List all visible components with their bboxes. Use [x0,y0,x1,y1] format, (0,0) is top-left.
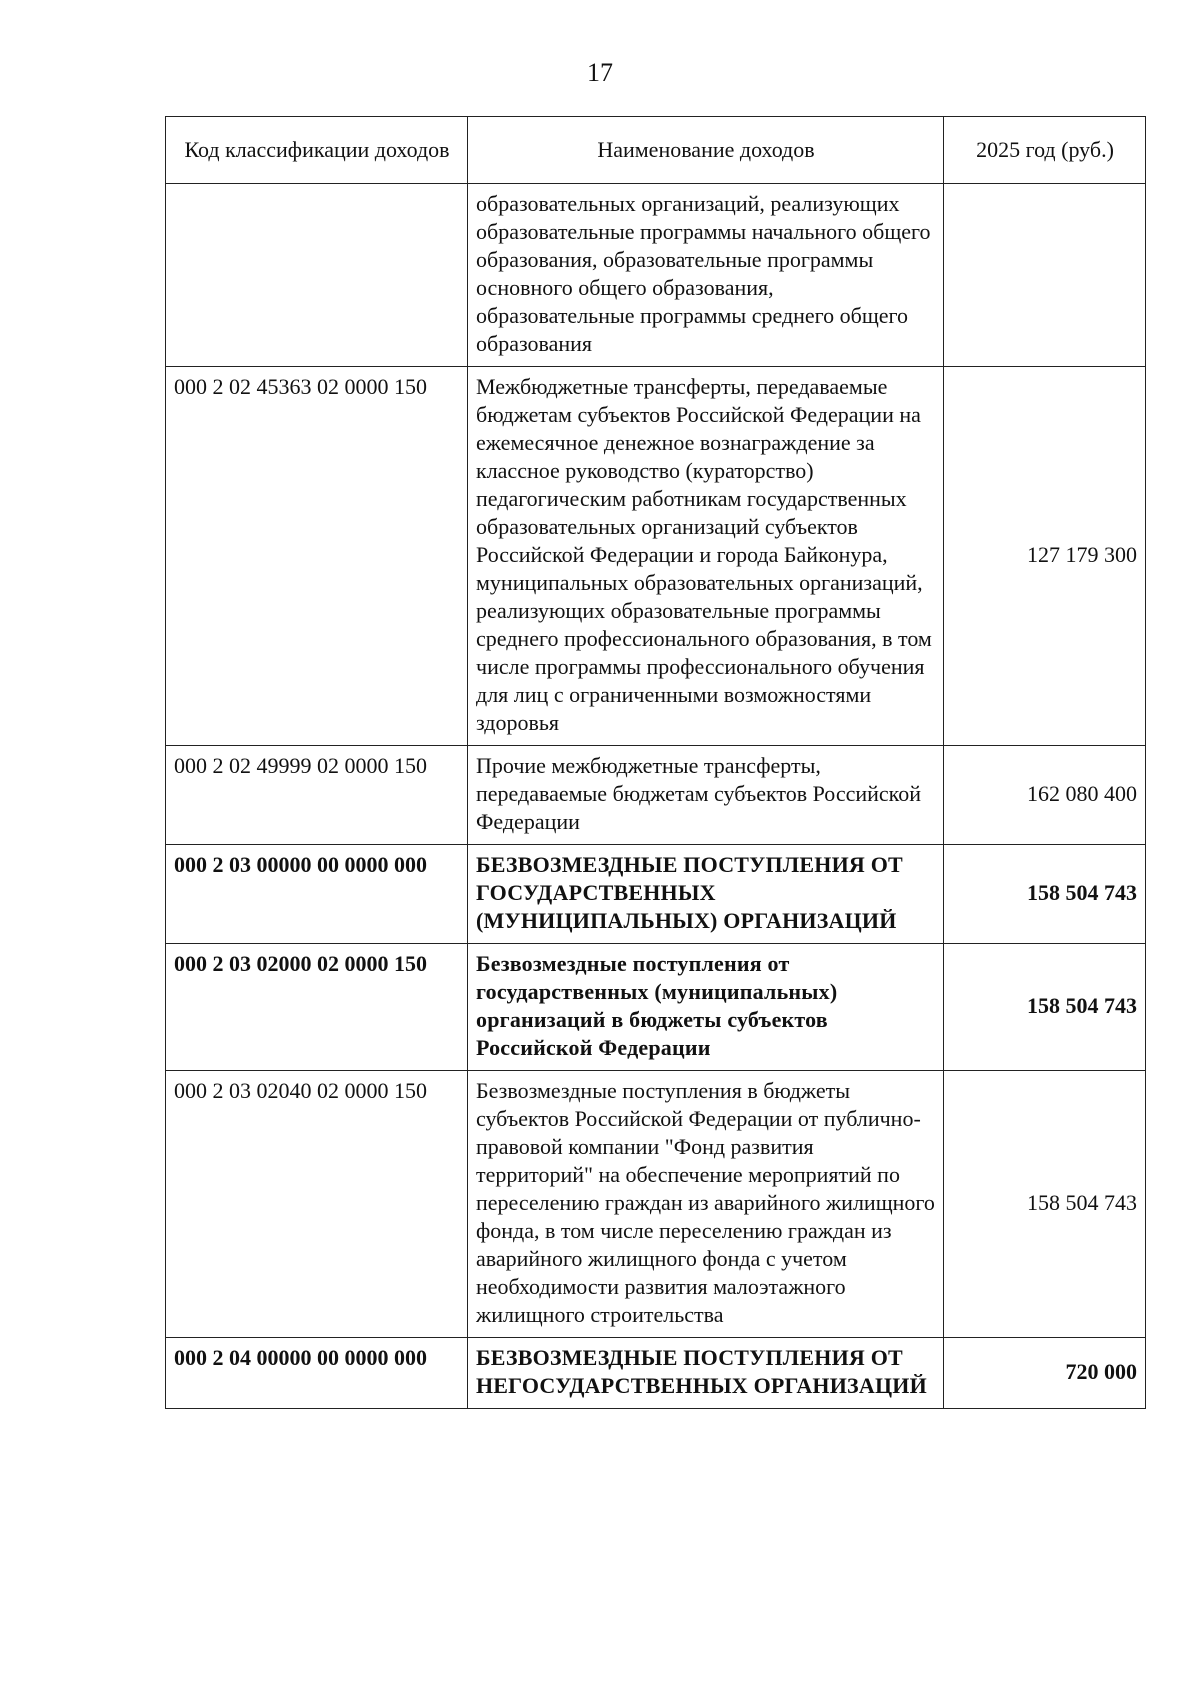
row-amount: 162 080 400 [944,746,1146,845]
table-row [166,944,1146,1071]
row-amount: 158 504 743 [944,944,1146,1071]
row-code: 000 2 03 02000 02 0000 150 [166,944,468,1071]
table-row [166,1071,1146,1338]
row-code: 000 2 02 45363 02 0000 150 [166,367,468,746]
row-code: 000 2 02 49999 02 0000 150 [166,746,468,845]
table-row [166,746,1146,845]
row-name: Прочие межбюджетные трансферты, передаваемые бюджетам субъектов Российской Федерации [468,746,944,845]
row-name: БЕЗВОЗМЕЗДНЫЕ ПОСТУПЛЕНИЯ ОТ ГОСУДАРСТВЕННЫХ (МУНИЦИПАЛЬНЫХ) ОРГАНИЗАЦИЙ [468,845,944,944]
row-code: 000 2 04 00000 00 0000 000 [166,1338,468,1409]
row-code: 000 2 03 02040 02 0000 150 [166,1071,468,1338]
page-number: 17 [587,58,613,87]
table-row [166,184,1146,367]
revenue-table [165,116,1146,1409]
row-name: БЕЗВОЗМЕЗДНЫЕ ПОСТУПЛЕНИЯ ОТ НЕГОСУДАРСТВЕННЫХ ОРГАНИЗАЦИЙ [468,1338,944,1409]
table-row [166,845,1146,944]
table-header-row [166,117,1146,184]
table-row [166,367,1146,746]
header-code: Код классификации доходов [166,117,468,184]
row-name: образовательных организаций, реализующих образовательные программы начального общего образования, образовательные программы основного общего образования, образовательные программы среднего общего образования [468,184,944,367]
row-code [166,184,468,367]
table-row [166,1338,1146,1409]
row-name: Безвозмездные поступления от государственных (муниципальных) организаций в бюджеты субъектов Российской Федерации [468,944,944,1071]
row-amount [944,184,1146,367]
row-code: 000 2 03 00000 00 0000 000 [166,845,468,944]
header-amount: 2025 год (руб.) [944,117,1146,184]
row-name: Межбюджетные трансферты, передаваемые бюджетам субъектов Российской Федерации на ежемесячное денежное вознаграждение за классное руководство (кураторство) педагогическим работникам государственных образовательных организаций субъектов Российской Федерации и города Байконура, муниципальных образовательных организаций, реализующих образовательные программы среднего профессионального образования, в том числе программы профессионального обучения для лиц с ограниченными возможностями здоровья [468,367,944,746]
row-amount: 127 179 300 [944,367,1146,746]
header-name: Наименование доходов [468,117,944,184]
row-name: Безвозмездные поступления в бюджеты субъектов Российской Федерации от публично-правовой компании "Фонд развития территорий" на обеспечение мероприятий по переселению граждан из аварийного жилищного фонда, в том числе переселению граждан из аварийного жилищного фонда с учетом необходимости развития малоэтажного жилищного строительства [468,1071,944,1338]
row-amount: 158 504 743 [944,845,1146,944]
row-amount: 720 000 [944,1338,1146,1409]
row-amount: 158 504 743 [944,1071,1146,1338]
